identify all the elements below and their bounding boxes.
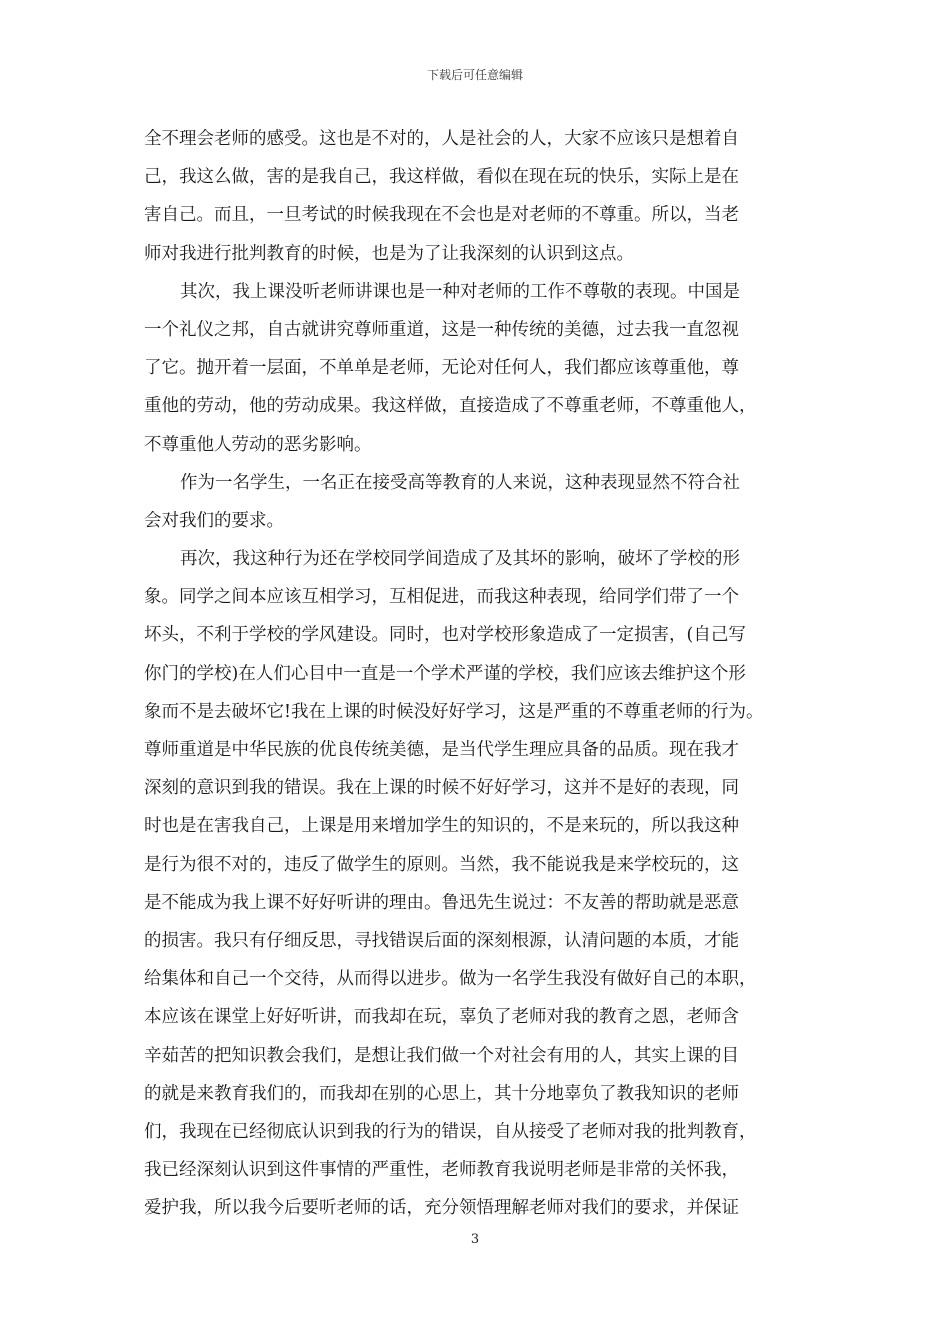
text-line: 给集体和自己一个交待，从而得以进步。做为一名学生我没有做好自己的本职， [144,969,757,990]
page-header: 下载后可任意编辑 [426,68,523,82]
text-line: 一个礼仪之邦，自古就讲究尊师重道，这是一种传统的美德，过去我一直忽视 [144,319,739,340]
text-line: 爱护我，所以我今后要听老师的话，充分领悟理解老师对我们的要求，并保证 [144,1198,739,1219]
text-line: 象而不是去破坏它!我在上课的时候没好好学习，这是严重的不尊重老师的行为。 [144,701,764,722]
text-line: 师对我进行批判教育的时候，也是为了让我深刻的认识到这点。 [144,243,634,264]
text-line: 的损害。我只有仔细反思，寻找错误后面的深刻根源，认清问题的本质，才能 [144,930,739,951]
text-line: 我已经深刻认识到这件事情的严重性，老师教育我说明老师是非常的关怀我， [144,1160,739,1181]
text-line: 象。同学之间本应该互相学习，互相促进，而我这种表现，给同学们带了一个 [144,587,739,608]
text-line: 是行为很不对的，违反了做学生的原则。当然，我不能说我是来学校玩的，这 [144,854,739,875]
text-line: 是不能成为我上课不好好听讲的理由。鲁迅先生说过：不友善的帮助就是恶意 [144,892,739,913]
text-line: 其次，我上课没听老师讲课也是一种对老师的工作不尊敬的表现。中国是 [180,281,740,302]
text-line: 本应该在课堂上好好听讲，而我却在玩，辜负了老师对我的教育之恩，老师含 [144,1007,739,1028]
text-line: 深刻的意识到我的错误。我在上课的时候不好好学习，这并不是好的表现，同 [144,778,739,799]
text-line: 作为一名学生，一名正在接受高等教育的人来说，这种表现显然不符合社 [180,472,740,493]
text-line: 己，我这么做，害的是我自己，我这样做，看似在现在玩的快乐，实际上是在 [144,167,739,188]
text-line: 坏头，不利于学校的学风建设。同时，也对学校形象造成了一定损害，(自己写 [144,625,746,646]
text-line: 再次，我这种行为还在学校同学间造成了及其坏的影响，破坏了学校的形 [180,549,740,570]
text-line: 会对我们的要求。 [144,510,284,531]
document-body [144,120,814,1227]
text-line: 了它。抛开着一层面，不单单是老师，无论对任何人，我们都应该尊重他，尊 [144,358,739,379]
text-line: 们，我现在已经彻底认识到我的行为的错误，自从接受了老师对我的批判教育， [144,1121,757,1142]
text-line: 你门的学校)在人们心目中一直是一个学术严谨的学校，我们应该去维护这个形 [144,663,746,684]
text-line: 的就是来教育我们的，而我却在别的心思上，其十分地辜负了教我知识的老师 [144,1083,739,1104]
text-line: 尊师重道是中华民族的优良传统美德，是当代学生理应具备的品质。现在我才 [144,740,739,760]
text-line: 重他的劳动，他的劳动成果。我这样做，直接造成了不尊重老师，不尊重他人， [144,396,757,417]
text-line: 全不理会老师的感受。这也是不对的，人是社会的人，大家不应该只是想着自 [144,129,739,149]
text-line: 不尊重他人劳动的恶劣影响。 [144,434,372,455]
text-line: 辛茹苦的把知识教会我们，是想让我们做一个对社会有用的人，其实上课的目 [144,1045,739,1066]
text-line: 时也是在害我自己，上课是用来增加学生的知识的，不是来玩的，所以我这种 [144,816,739,837]
page-number: 3 [470,1232,480,1247]
text-line: 害自己。而且，一旦考试的时候我现在不会也是对老师的不尊重。所以，当老 [144,205,739,226]
